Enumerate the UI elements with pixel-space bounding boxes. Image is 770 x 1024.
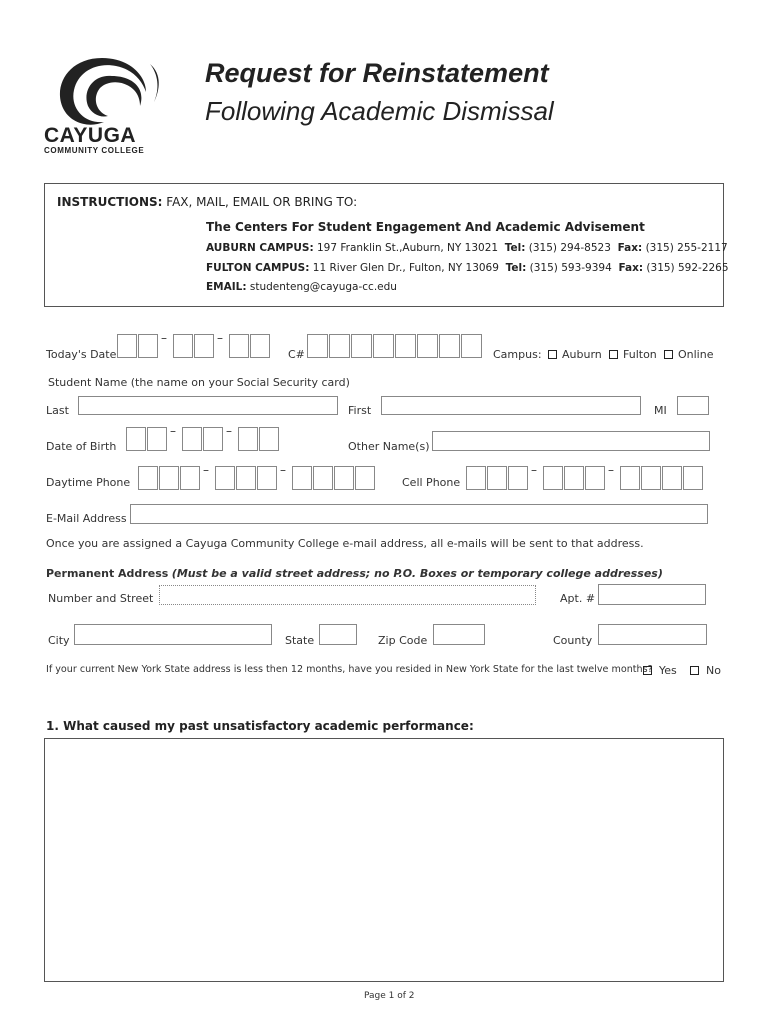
number-street-label: Number and Street [48, 592, 154, 605]
todays-date-label: Today's Date [46, 348, 117, 361]
city-input[interactable] [74, 624, 272, 645]
digit-cell[interactable] [620, 466, 640, 490]
state-input[interactable] [319, 624, 357, 645]
page-title: Request for Reinstatement [205, 58, 549, 88]
apt-label: Apt. # [560, 592, 596, 605]
digit-cell[interactable] [395, 334, 416, 358]
first-name-input[interactable] [381, 396, 641, 415]
residency-no-checkbox[interactable] [690, 666, 699, 675]
digit-cell[interactable] [439, 334, 460, 358]
digit-cell[interactable] [238, 427, 258, 451]
digit-cell[interactable] [173, 334, 193, 358]
campus-auburn-label: Auburn [562, 348, 602, 361]
residency-question: If your current New York State address is less then 12 months, have you resided in New York State for the last twelve months? [46, 664, 653, 675]
digit-cell[interactable] [641, 466, 661, 490]
residency-yes-label: Yes [659, 664, 677, 677]
digit-cell[interactable] [307, 334, 328, 358]
last-name-input[interactable] [78, 396, 338, 415]
separator-dash: – [531, 463, 537, 477]
separator-dash: – [280, 463, 286, 477]
digit-cell[interactable] [351, 334, 372, 358]
residency-yes-checkbox[interactable] [643, 666, 652, 675]
page-number: Page 1 of 2 [364, 991, 415, 1001]
campus-fulton-label: Fulton [623, 348, 657, 361]
campus-auburn-checkbox[interactable] [548, 350, 557, 359]
cell-phone-label: Cell Phone [402, 476, 461, 489]
digit-cell[interactable] [159, 466, 179, 490]
permanent-address-heading: Permanent Address (Must be a valid street address; no P.O. Boxes or temporary college addresses) [46, 567, 663, 580]
county-input[interactable] [598, 624, 707, 645]
email-address-input[interactable] [130, 504, 708, 524]
digit-cell[interactable] [329, 334, 350, 358]
digit-cell[interactable] [257, 466, 277, 490]
dob-label: Date of Birth [46, 440, 117, 453]
digit-cell[interactable] [417, 334, 438, 358]
separator-dash: – [203, 463, 209, 477]
digit-cell[interactable] [564, 466, 584, 490]
email-note: Once you are assigned a Cayuga Community College e-mail address, all e-mails will be sent to that address. [46, 537, 644, 550]
campus-online-checkbox[interactable] [664, 350, 673, 359]
separator-dash: – [226, 424, 232, 438]
digit-cell[interactable] [487, 466, 507, 490]
mi-input[interactable] [677, 396, 709, 415]
digit-cell[interactable] [373, 334, 394, 358]
other-names-label: Other Name(s) [348, 440, 430, 453]
digit-cell[interactable] [461, 334, 482, 358]
digit-cell[interactable] [194, 334, 214, 358]
digit-cell[interactable] [250, 334, 270, 358]
city-label: City [48, 634, 70, 647]
other-names-input[interactable] [432, 431, 710, 451]
logo-name: CAYUGA [44, 124, 137, 147]
fulton-campus-line: FULTON CAMPUS: 11 River Glen Dr., Fulton, NY 13069 Tel: (315) 593-9394 Fax: (315) 592-2265 [206, 262, 729, 274]
digit-cell[interactable] [313, 466, 333, 490]
digit-cell[interactable] [147, 427, 167, 451]
digit-cell[interactable] [466, 466, 486, 490]
digit-cell[interactable] [138, 334, 158, 358]
question-1: 1. What caused my past unsatisfactory academic performance: [46, 719, 474, 733]
separator-dash: – [608, 463, 614, 477]
logo-subtitle: COMMUNITY COLLEGE [44, 146, 145, 155]
campus-online-label: Online [678, 348, 714, 361]
first-name-label: First [348, 404, 372, 417]
digit-cell[interactable] [126, 427, 146, 451]
mi-label: MI [654, 404, 667, 417]
digit-cell[interactable] [585, 466, 605, 490]
digit-cell[interactable] [259, 427, 279, 451]
digit-cell[interactable] [117, 334, 137, 358]
digit-cell[interactable] [182, 427, 202, 451]
county-label: County [553, 634, 593, 647]
page-subtitle: Following Academic Dismissal [205, 96, 554, 126]
zip-label: Zip Code [378, 634, 428, 647]
digit-cell[interactable] [138, 466, 158, 490]
digit-cell[interactable] [543, 466, 563, 490]
state-label: State [285, 634, 315, 647]
separator-dash: – [217, 331, 223, 345]
digit-cell[interactable] [508, 466, 528, 490]
daytime-phone-label: Daytime Phone [46, 476, 131, 489]
number-street-input[interactable] [159, 585, 536, 605]
apt-input[interactable] [598, 584, 706, 605]
digit-cell[interactable] [355, 466, 375, 490]
instructions-center: The Centers For Student Engagement And Academic Advisement [206, 220, 645, 234]
auburn-campus-line: AUBURN CAMPUS: 197 Franklin St.,Auburn, NY 13021 Tel: (315) 294-8523 Fax: (315) 255-2117 [206, 242, 728, 254]
digit-cell[interactable] [662, 466, 682, 490]
last-name-label: Last [46, 404, 69, 417]
c-number-label: C# [288, 348, 305, 361]
campus-fulton-checkbox[interactable] [609, 350, 618, 359]
separator-dash: – [170, 424, 176, 438]
question-1-answer-box[interactable] [44, 738, 724, 982]
digit-cell[interactable] [683, 466, 703, 490]
digit-cell[interactable] [236, 466, 256, 490]
digit-cell[interactable] [180, 466, 200, 490]
email-line: EMAIL: studenteng@cayuga-cc.edu [206, 281, 397, 293]
digit-cell[interactable] [334, 466, 354, 490]
digit-cell[interactable] [215, 466, 235, 490]
campus-label: Campus: [493, 348, 542, 361]
instructions-lead: INSTRUCTIONS: FAX, MAIL, EMAIL OR BRING TO: [57, 195, 358, 209]
separator-dash: – [161, 331, 167, 345]
email-address-label: E-Mail Address [46, 512, 127, 525]
residency-no-label: No [706, 664, 721, 677]
student-name-note: Student Name (the name on your Social Security card) [48, 376, 350, 389]
digit-cell[interactable] [292, 466, 312, 490]
digit-cell[interactable] [229, 334, 249, 358]
zip-input[interactable] [433, 624, 485, 645]
digit-cell[interactable] [203, 427, 223, 451]
